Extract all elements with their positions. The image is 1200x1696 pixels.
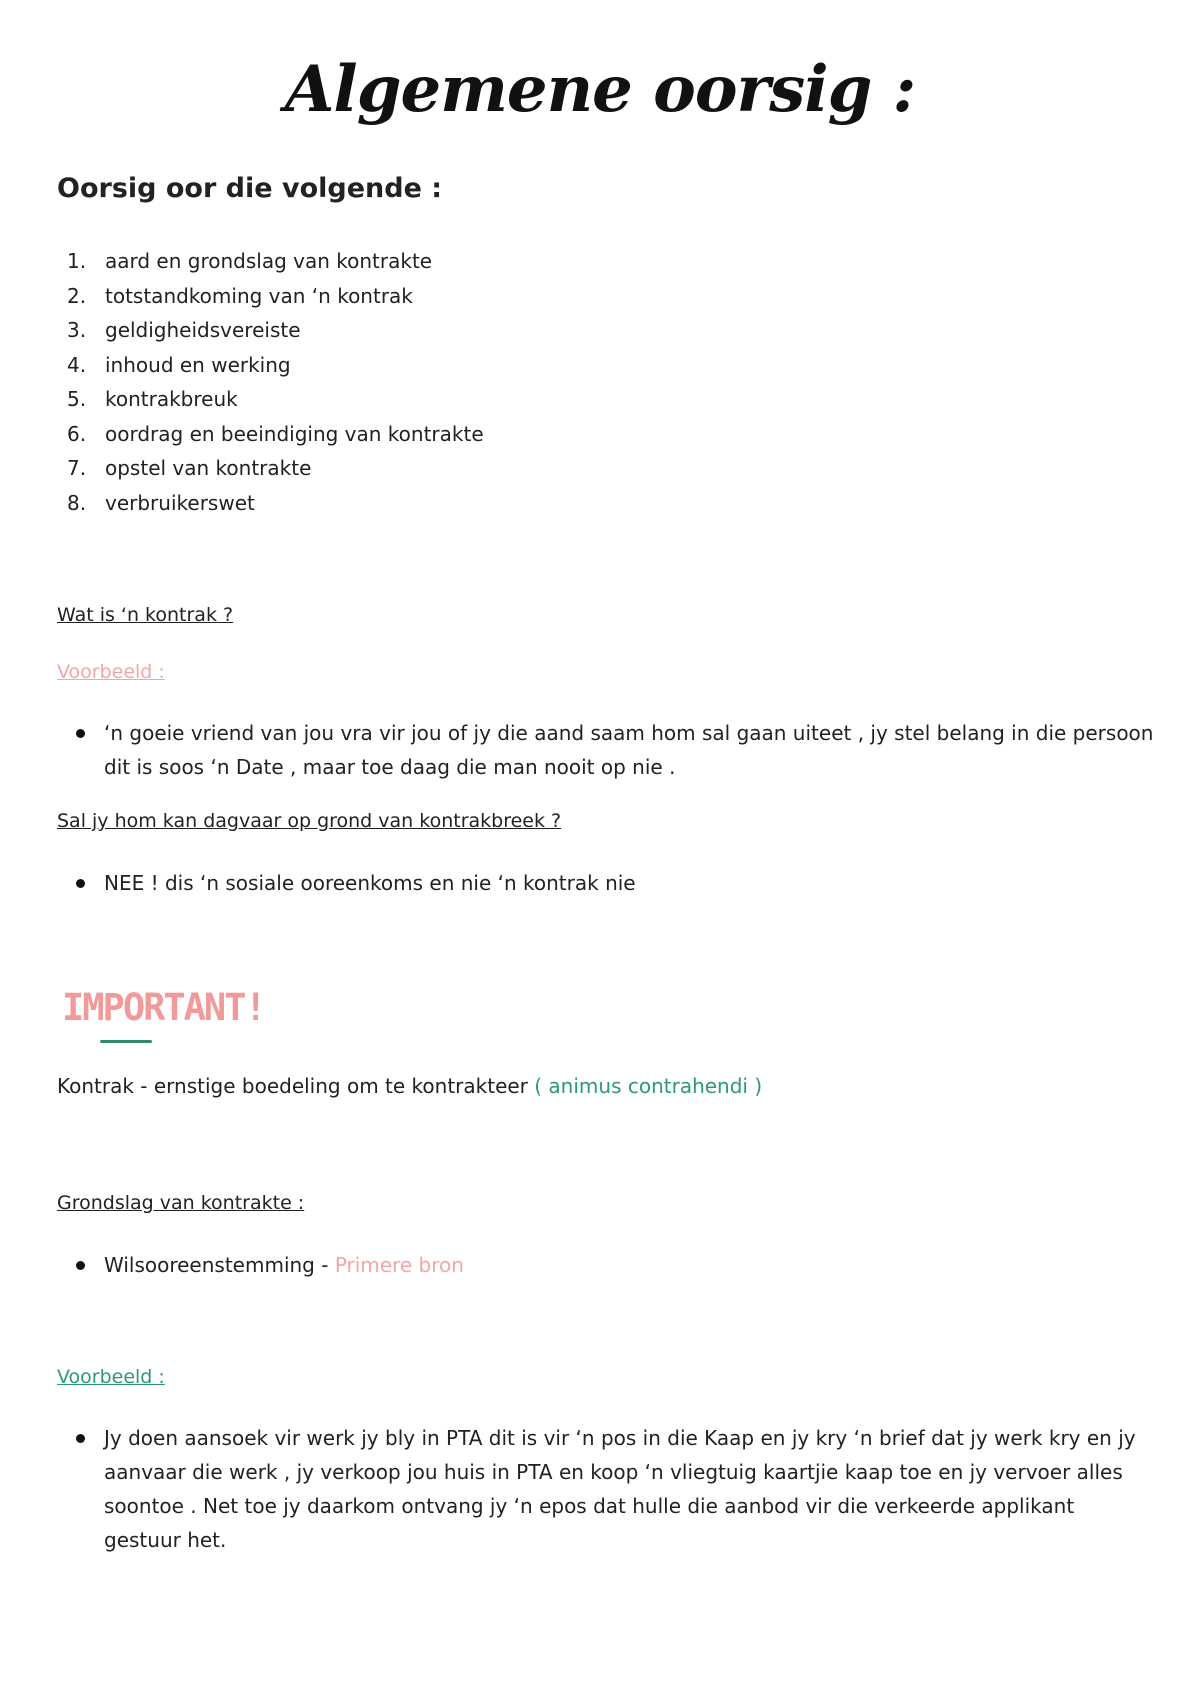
definition-text: Kontrak - ernstige boedeling om te kontrakteer bbox=[57, 1074, 535, 1098]
list-text: totstandkoming van ‘n kontrak bbox=[105, 283, 413, 308]
list-text: oordrag en beeindiging van kontrakte bbox=[105, 421, 484, 446]
list-text: verbruikerswet bbox=[105, 490, 255, 515]
bullet-highlight: Primere bron bbox=[334, 1253, 464, 1277]
section-heading-sue: Sal jy hom kan dagvaar op grond van kontrakbreek ? bbox=[57, 810, 562, 832]
bullet-item bbox=[76, 1421, 1156, 1557]
list-number: 2. bbox=[67, 283, 87, 308]
important-label: IMPORTANT! bbox=[62, 986, 265, 1029]
list-number: 7. bbox=[67, 456, 87, 480]
overview-list bbox=[57, 244, 484, 520]
bullet-text: ‘n goeie vriend van jou vra vir jou of jy die aand saam hom sal gaan uiteet , jy stel belang in die persoon dit is soos ‘n Date , maar toe daag die man nooit op nie . bbox=[104, 721, 1154, 779]
bullet-text-main: Wilsooreenstemming - bbox=[104, 1253, 335, 1277]
bullet-dot-icon bbox=[76, 729, 85, 738]
list-item bbox=[57, 417, 484, 452]
list-number: 6. bbox=[67, 421, 87, 446]
list-number: 1. bbox=[67, 249, 87, 273]
page-title: Algemene oorsig : bbox=[284, 52, 916, 127]
bullet-dot-icon bbox=[76, 1261, 85, 1270]
list-item bbox=[57, 313, 484, 348]
section-heading-what-is-contract: Wat is ‘n kontrak ? bbox=[57, 604, 234, 626]
bullet-item bbox=[76, 1248, 1156, 1282]
list-number: 4. bbox=[67, 352, 87, 377]
list-text: aard en grondslag van kontrakte bbox=[105, 249, 433, 273]
definition-term: ( animus contrahendi ) bbox=[534, 1074, 763, 1098]
example-label: Voorbeeld : bbox=[57, 1366, 165, 1388]
list-number: 5. bbox=[67, 387, 87, 411]
list-item bbox=[57, 486, 484, 521]
bullet-item bbox=[76, 716, 1156, 784]
list-item bbox=[57, 348, 484, 383]
list-item bbox=[57, 244, 484, 279]
important-underline bbox=[100, 1040, 152, 1043]
list-text: inhoud en werking bbox=[105, 352, 291, 377]
subtitle: Oorsig oor die volgende : bbox=[57, 173, 443, 204]
list-text: kontrakbreuk bbox=[105, 387, 238, 411]
bullet-text bbox=[104, 1248, 1156, 1282]
list-item bbox=[57, 382, 484, 417]
list-item bbox=[57, 279, 484, 314]
bullet-item bbox=[76, 866, 1156, 900]
list-text: opstel van kontrakte bbox=[105, 456, 312, 480]
definition bbox=[57, 1074, 762, 1098]
bullet-text: Jy doen aansoek vir werk jy bly in PTA dit is vir ‘n pos in die Kaap en jy kry ‘n brief dat jy werk kry en jy aanvaar die werk , jy verkoop jou huis in PTA en koop ‘n vliegtuig kaartjie kaap toe en jy vervoer alles soontoe . Net toe jy daarkom ontvang jy ‘n epos dat hulle die aanbod vir die verkeerde applikant gestuur het. bbox=[104, 1426, 1136, 1552]
list-text: geldigheidsvereiste bbox=[105, 318, 301, 342]
section-heading-basis: Grondslag van kontrakte : bbox=[57, 1192, 305, 1214]
bullet-text: NEE ! dis ‘n sosiale ooreenkoms en nie ‘n kontrak nie bbox=[104, 871, 636, 895]
example-label: Voorbeeld : bbox=[57, 661, 165, 683]
list-item bbox=[57, 451, 484, 486]
bullet-dot-icon bbox=[76, 1434, 85, 1443]
list-number: 3. bbox=[67, 318, 87, 342]
list-number: 8. bbox=[67, 490, 87, 515]
bullet-dot-icon bbox=[76, 879, 85, 888]
